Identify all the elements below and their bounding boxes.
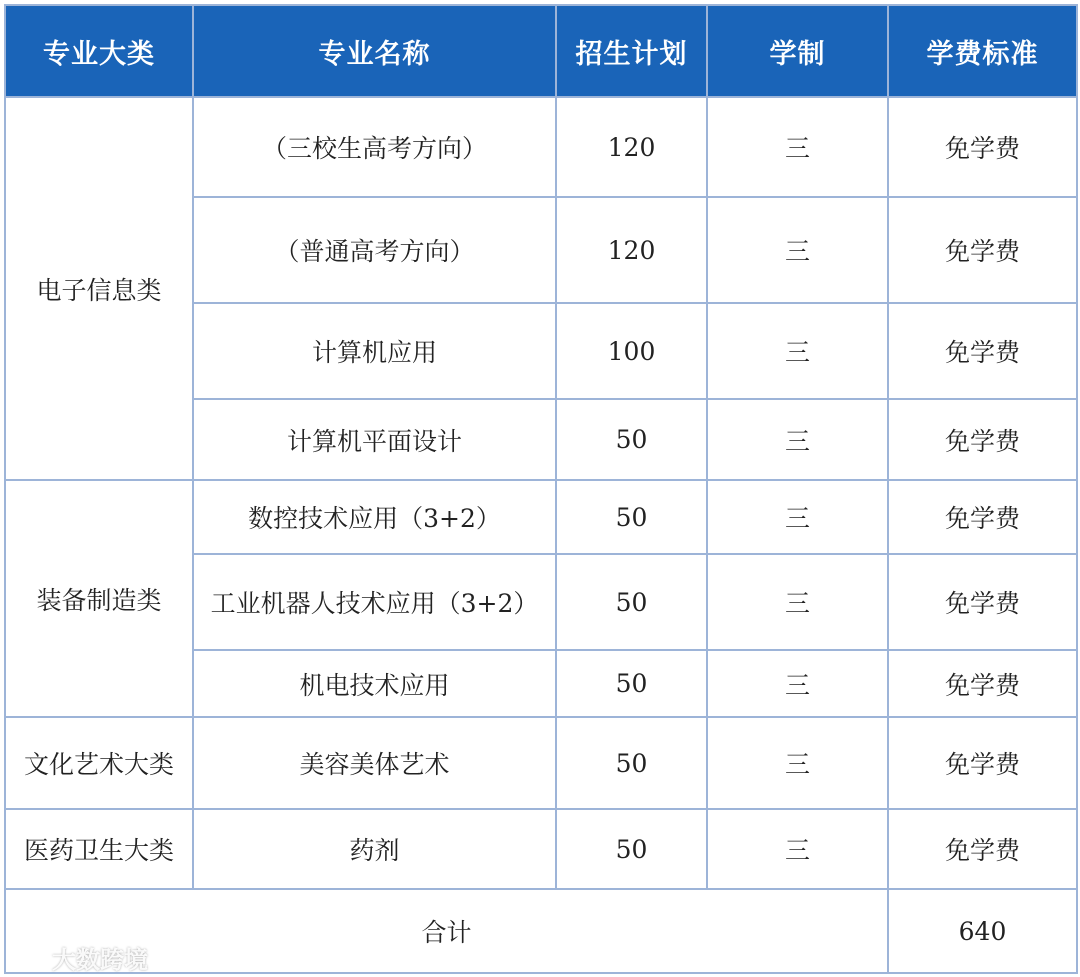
duration-cell: 三 <box>707 97 888 197</box>
duration-cell: 三 <box>707 303 888 399</box>
quota-cell: 100 <box>556 303 707 399</box>
major-cell: 计算机应用 <box>193 303 556 399</box>
total-label: 合计 <box>5 889 888 973</box>
table-row <box>5 97 1077 197</box>
header-quota: 招生计划 <box>556 5 707 97</box>
header-tuition: 学费标准 <box>888 5 1077 97</box>
quota-cell: 50 <box>556 480 707 554</box>
major-cell: 机电技术应用 <box>193 650 556 717</box>
duration-cell: 三 <box>707 717 888 809</box>
major-cell: 药剂 <box>193 809 556 889</box>
duration-cell: 三 <box>707 809 888 889</box>
quota-cell: 50 <box>556 650 707 717</box>
tuition-cell: 免学费 <box>888 554 1077 650</box>
header-category: 专业大类 <box>5 5 193 97</box>
tuition-cell: 免学费 <box>888 480 1077 554</box>
quota-cell: 50 <box>556 809 707 889</box>
tuition-cell: 免学费 <box>888 197 1077 303</box>
tuition-cell: 免学费 <box>888 303 1077 399</box>
duration-cell: 三 <box>707 480 888 554</box>
quota-cell: 50 <box>556 399 707 480</box>
tuition-cell: 免学费 <box>888 399 1077 480</box>
category-cell: 医药卫生大类 <box>5 809 193 889</box>
category-cell: 文化艺术大类 <box>5 717 193 809</box>
tuition-cell: 免学费 <box>888 650 1077 717</box>
major-cell: 数控技术应用（3+2） <box>193 480 556 554</box>
duration-cell: 三 <box>707 650 888 717</box>
total-row <box>5 889 1077 973</box>
major-cell: 工业机器人技术应用（3+2） <box>193 554 556 650</box>
table-row <box>5 809 1077 889</box>
tuition-cell: 免学费 <box>888 97 1077 197</box>
tuition-cell: 免学费 <box>888 809 1077 889</box>
category-cell: 装备制造类 <box>5 480 193 717</box>
table-row <box>5 480 1077 554</box>
table-row <box>5 717 1077 809</box>
major-cell: （三校生高考方向） <box>193 97 556 197</box>
header-duration: 学制 <box>707 5 888 97</box>
major-cell: （普通高考方向） <box>193 197 556 303</box>
quota-cell: 120 <box>556 197 707 303</box>
watermark-text: 大数跨境 <box>52 945 148 974</box>
quota-cell: 120 <box>556 97 707 197</box>
header-major: 专业名称 <box>193 5 556 97</box>
header-row <box>5 5 1077 97</box>
enrollment-table <box>4 4 1078 974</box>
total-value: 640 <box>888 889 1077 973</box>
duration-cell: 三 <box>707 399 888 480</box>
major-cell: 美容美体艺术 <box>193 717 556 809</box>
duration-cell: 三 <box>707 197 888 303</box>
quota-cell: 50 <box>556 717 707 809</box>
category-cell: 电子信息类 <box>5 97 193 480</box>
quota-cell: 50 <box>556 554 707 650</box>
duration-cell: 三 <box>707 554 888 650</box>
major-cell: 计算机平面设计 <box>193 399 556 480</box>
tuition-cell: 免学费 <box>888 717 1077 809</box>
